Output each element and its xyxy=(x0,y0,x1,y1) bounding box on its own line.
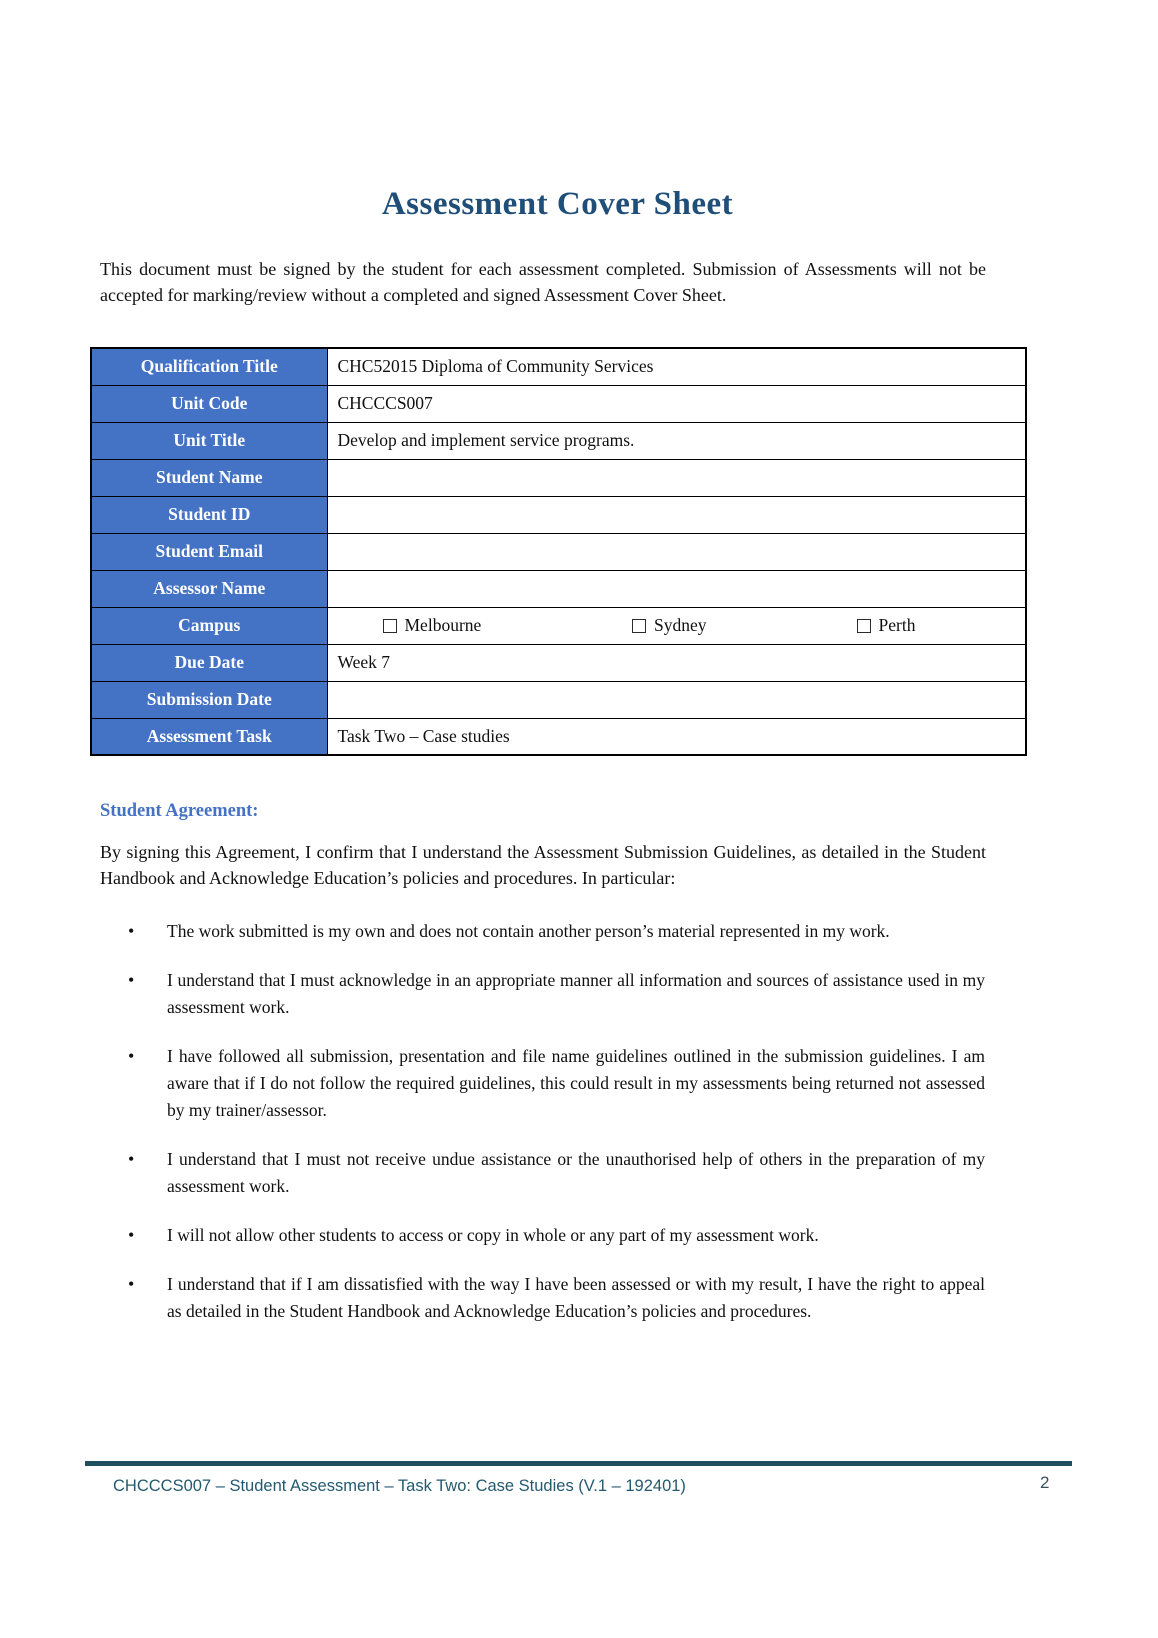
row-label: Student Name xyxy=(91,459,327,496)
campus-options xyxy=(327,607,1026,644)
row-label: Assessment Task xyxy=(91,718,327,755)
row-due-date xyxy=(91,644,1026,681)
campus-option-label: Sydney xyxy=(654,615,707,635)
checkbox-icon[interactable] xyxy=(383,619,397,633)
row-assessor-name xyxy=(91,570,1026,607)
campus-option-perth[interactable] xyxy=(793,615,1026,636)
student-id-field[interactable] xyxy=(327,496,1026,533)
submission-date-field[interactable] xyxy=(327,681,1026,718)
bullet-item: • I understand that if I am dissatisfied with the way I have been assessed or with my result, I have the right to appeal as detailed in the Student Handbook and Acknowledge Education’s policies and procedures. xyxy=(90,1271,985,1325)
campus-option-sydney[interactable] xyxy=(560,615,793,636)
campus-option-melbourne[interactable] xyxy=(328,615,561,636)
row-label: Unit Title xyxy=(91,422,327,459)
student-agreement-heading: Student Agreement: xyxy=(100,801,259,821)
row-campus xyxy=(91,607,1026,644)
page-title: Assessment Cover Sheet xyxy=(381,186,734,222)
footer-text: CHCCCS007 – Student Assessment – Task Two: Case Studies (V.1 – 192401) xyxy=(113,1477,686,1495)
coversheet-table xyxy=(90,347,1027,756)
agreement-bullet-list xyxy=(90,918,985,1325)
campus-option-label: Perth xyxy=(878,615,916,635)
qualification-title-value: CHC52015 Diploma of Community Services xyxy=(327,348,1026,385)
row-assessment-task xyxy=(91,718,1026,755)
row-unit-title xyxy=(91,422,1026,459)
row-label: Campus xyxy=(91,607,327,644)
footer-divider-line xyxy=(85,1461,1072,1466)
student-email-field[interactable] xyxy=(327,533,1026,570)
row-qualification-title xyxy=(91,348,1026,385)
row-label: Student Email xyxy=(91,533,327,570)
row-label: Due Date xyxy=(91,644,327,681)
bullet-item: • I understand that I must not receive undue assistance or the unauthorised help of others in the preparation of my assessment work. xyxy=(90,1146,985,1200)
due-date-value: Week 7 xyxy=(327,644,1026,681)
bullet-item: • I have followed all submission, presentation and file name guidelines outlined in the submission guidelines. I am aware that if I do not follow the required guidelines, this could result in my assessments being returned not assessed by my trainer/assessor. xyxy=(90,1043,985,1124)
row-student-name xyxy=(91,459,1026,496)
student-name-field[interactable] xyxy=(327,459,1026,496)
row-student-id xyxy=(91,496,1026,533)
row-unit-code xyxy=(91,385,1026,422)
row-label: Qualification Title xyxy=(91,348,327,385)
campus-option-label: Melbourne xyxy=(404,615,482,635)
unit-code-value: CHCCCS007 xyxy=(327,385,1026,422)
row-label: Submission Date xyxy=(91,681,327,718)
row-label: Unit Code xyxy=(91,385,327,422)
bullet-item: • I will not allow other students to access or copy in whole or any part of my assessment work. xyxy=(90,1222,985,1249)
bullet-item: • The work submitted is my own and does not contain another person’s material represented in my work. xyxy=(90,918,985,945)
row-label: Assessor Name xyxy=(91,570,327,607)
row-student-email xyxy=(91,533,1026,570)
intro-paragraph: This document must be signed by the student for each assessment completed. Submission of Assessments will not be accepted for marking/review without a completed and signed Assessment Cover Sheet. xyxy=(100,259,986,305)
assessment-task-value: Task Two – Case studies xyxy=(327,718,1026,755)
unit-title-value: Develop and implement service programs. xyxy=(327,422,1026,459)
page-number: 2 xyxy=(1040,1473,1050,1492)
checkbox-icon[interactable] xyxy=(857,619,871,633)
bullet-item: • I understand that I must acknowledge in an appropriate manner all information and sources of assistance used in my assessment work. xyxy=(90,967,985,1021)
row-label: Student ID xyxy=(91,496,327,533)
row-submission-date xyxy=(91,681,1026,718)
checkbox-icon[interactable] xyxy=(632,619,646,633)
agreement-intro-paragraph: By signing this Agreement, I confirm that I understand the Assessment Submission Guidelines, as detailed in the Student Handbook and Acknowledge Education’s policies and procedures. In particular: xyxy=(100,842,986,888)
assessor-name-field[interactable] xyxy=(327,570,1026,607)
